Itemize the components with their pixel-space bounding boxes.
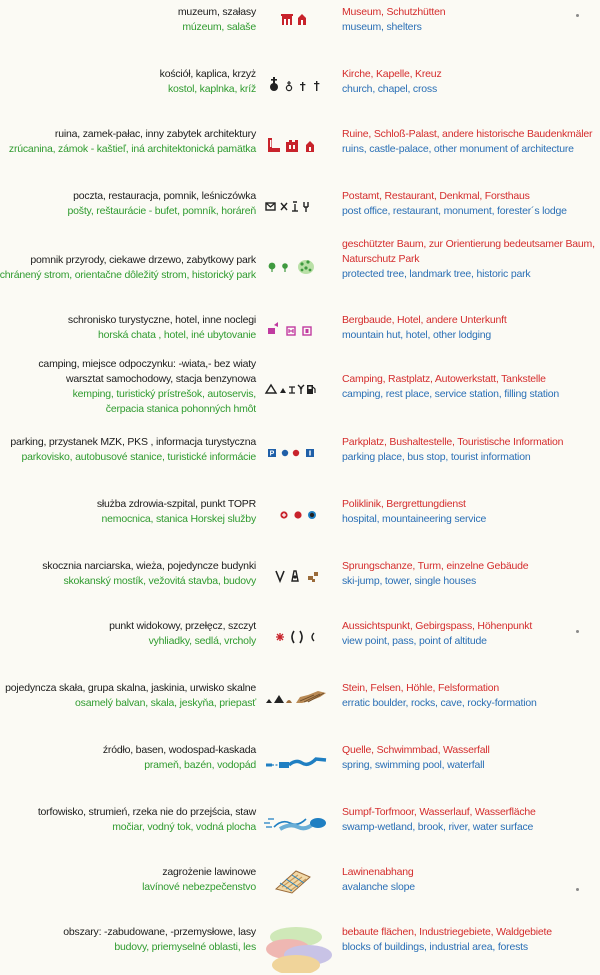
slovak-label: lavínové nebezpečenstvo	[142, 881, 256, 893]
slovak-label: nemocnica, stanica Horskej služby	[101, 513, 256, 525]
polish-label: pojedyncza skała, grupa skalna, jaskinia, urwisko skalne	[5, 682, 256, 694]
german-label: Lawinenabhang	[342, 866, 414, 878]
german-label: Bergbaude, Hotel, andere Unterkunft	[342, 314, 507, 326]
german-label: Aussichtspunkt, Gebirgspass, Höhenpunkt	[342, 620, 533, 632]
english-label: swamp-wetland, brook, river, water surface	[342, 821, 534, 833]
viewpoint-pass-peak-icon	[262, 621, 336, 651]
english-label: erratic boulder, rocks, cave, rocky-formation	[342, 697, 537, 709]
german-label: Sprungschanze, Turm, einzelne Gebäude	[342, 560, 529, 572]
polish-label: warsztat samochodowy, stacja benzynowa	[65, 373, 256, 385]
english-label: avalanche slope	[342, 881, 415, 893]
tree-park-icon	[262, 251, 336, 281]
german-label: Sumpf-Torfmoor, Wasserlauf, Wasserfläche	[342, 806, 536, 818]
polish-label: torfowisko, strumień, rzeka nie do przejścia, staw	[37, 806, 256, 818]
camping-rest-service-fuel-icon	[262, 373, 336, 403]
polish-label: źródło, basen, wodospad-kaskada	[102, 744, 256, 756]
english-label: spring, swimming pool, waterfall	[342, 759, 485, 771]
german-label: Parkplatz, Bushaltestelle, Touristische Information	[342, 436, 564, 448]
hospital-rescue-icon	[262, 499, 336, 529]
slovak-label: kemping, turistický prístrešok, autoservis,	[72, 388, 256, 400]
slovak-label: pošty, reštaurácie - bufet, pomník, horáreň	[67, 205, 256, 217]
german-label: Stein, Felsen, Höhle, Felsformation	[342, 682, 499, 694]
parking-bus-info-icon	[262, 437, 336, 467]
spring-pool-waterfall-icon	[262, 745, 336, 775]
slovak-label: osamelý balvan, skala, jeskyňa, priepasť	[75, 697, 256, 709]
german-label: Poliklinik, Bergrettungdienst	[342, 498, 466, 510]
german-label: geschützter Baum, zur Orientierung bedeutsamer Baum,	[342, 238, 595, 250]
german-label: Quelle, Schwimmbad, Wasserfall	[342, 744, 490, 756]
german-label: Postamt, Restaurant, Denkmal, Forsthaus	[342, 190, 530, 202]
polish-label: poczta, restauracja, pomnik, leśniczówka	[73, 190, 256, 202]
german-label: bebaute flächen, Industriegebiete, Waldgebiete	[342, 926, 552, 938]
polish-label: kościół, kaplica, krzyż	[159, 68, 256, 80]
slovak-label: močiar, vodný tok, vodná plocha	[112, 821, 256, 833]
english-label: protected tree, landmark tree, historic park	[342, 268, 531, 280]
rock-cave-icon	[262, 683, 336, 713]
english-label: view point, pass, point of altitude	[342, 635, 487, 647]
german-label: Camping, Rastplatz, Autowerkstatt, Tankstelle	[342, 373, 546, 385]
hut-hotel-lodging-icon	[262, 315, 336, 345]
polish-label: obszary: -zabudowane, -przemysłowe, lasy	[63, 926, 256, 938]
german-label: Kirche, Kapelle, Kreuz	[342, 68, 442, 80]
english-label: ski-jump, tower, single houses	[342, 575, 477, 587]
english-label: mountain hut, hotel, other lodging	[342, 329, 492, 341]
polish-label: pomnik przyrody, ciekawe drzewo, zabytkowy park	[30, 254, 256, 266]
english-label: hospital, mountaineering service	[342, 513, 487, 525]
slovak-label: prameň, bazén, vodopád	[144, 759, 256, 771]
polish-label: zagrożenie lawinowe	[162, 866, 256, 878]
english-label: ruins, castle-palace, other monument of architecture	[342, 143, 574, 155]
german-label: Museum, Schutzhütten	[342, 6, 446, 18]
polish-label: camping, miejsce odpoczynku: -wiata,- bez wiaty	[38, 358, 256, 370]
slovak-label: čerpacia stanica pohonných hmôt	[105, 403, 256, 415]
slovak-label: vyhliadky, sedlá, vrcholy	[148, 635, 256, 647]
polish-label: schronisko turystyczne, hotel, inne noclegi	[67, 314, 256, 326]
slovak-label: horská chata , hotel, iné ubytovanie	[98, 329, 256, 341]
english-label: camping, rest place, service station, filling station	[342, 388, 560, 400]
english-label: church, chapel, cross	[342, 83, 438, 95]
museum-shelter-icon	[262, 7, 336, 37]
skijump-tower-houses-icon	[262, 561, 336, 591]
slovak-label: zrúcanina, zámok - kaštieľ, iná architektonická pamätka	[8, 143, 256, 155]
german-label: Naturschutz Park	[342, 253, 420, 265]
scan-dot	[576, 630, 579, 633]
ruin-castle-monument-icon	[262, 130, 336, 160]
avalanche-icon	[262, 865, 336, 895]
polish-label: skocznia narciarska, wieża, pojedyncze budynki	[42, 560, 256, 572]
slovak-label: skokanský mostík, vežovitá stavba, budovy	[63, 575, 256, 587]
swamp-river-icon	[262, 807, 336, 837]
post-restaurant-monument-lodge-icon	[262, 191, 336, 221]
polish-label: parking, przystanek MZK, PKS , informacja turystyczna	[10, 436, 256, 448]
slovak-label: múzeum, salaše	[182, 21, 256, 33]
polish-label: ruina, zamek-pałac, inny zabytek architektury	[54, 128, 256, 140]
slovak-label: budovy, priemyselné oblasti, les	[114, 941, 256, 953]
english-label: post office, restaurant, monument, forester´s lodge	[342, 205, 567, 217]
english-label: parking place, bus stop, tourist information	[342, 451, 531, 463]
german-label: Ruine, Schloß-Palast, andere historische Baudenkmäler	[342, 128, 593, 140]
polish-label: punkt widokowy, przełęcz, szczyt	[109, 620, 256, 632]
english-label: blocks of buildings, industrial area, forests	[342, 941, 528, 953]
slovak-label: chránený strom, orientačne dôležitý strom, historický park	[0, 269, 256, 281]
polish-label: służba zdrowia-szpital, punkt TOPR	[96, 498, 256, 510]
areas-icon	[262, 925, 336, 973]
svg-text:P: P	[269, 450, 275, 458]
scan-dot	[576, 14, 579, 17]
polish-label: muzeum, szałasy	[177, 6, 256, 18]
scan-dot	[576, 888, 579, 891]
slovak-label: kostol, kaplnka, kríž	[167, 83, 256, 95]
english-label: museum, shelters	[342, 21, 422, 33]
slovak-label: parkovisko, autobusové stanice, turistické informácie	[21, 451, 256, 463]
church-chapel-cross-icon	[262, 69, 336, 99]
